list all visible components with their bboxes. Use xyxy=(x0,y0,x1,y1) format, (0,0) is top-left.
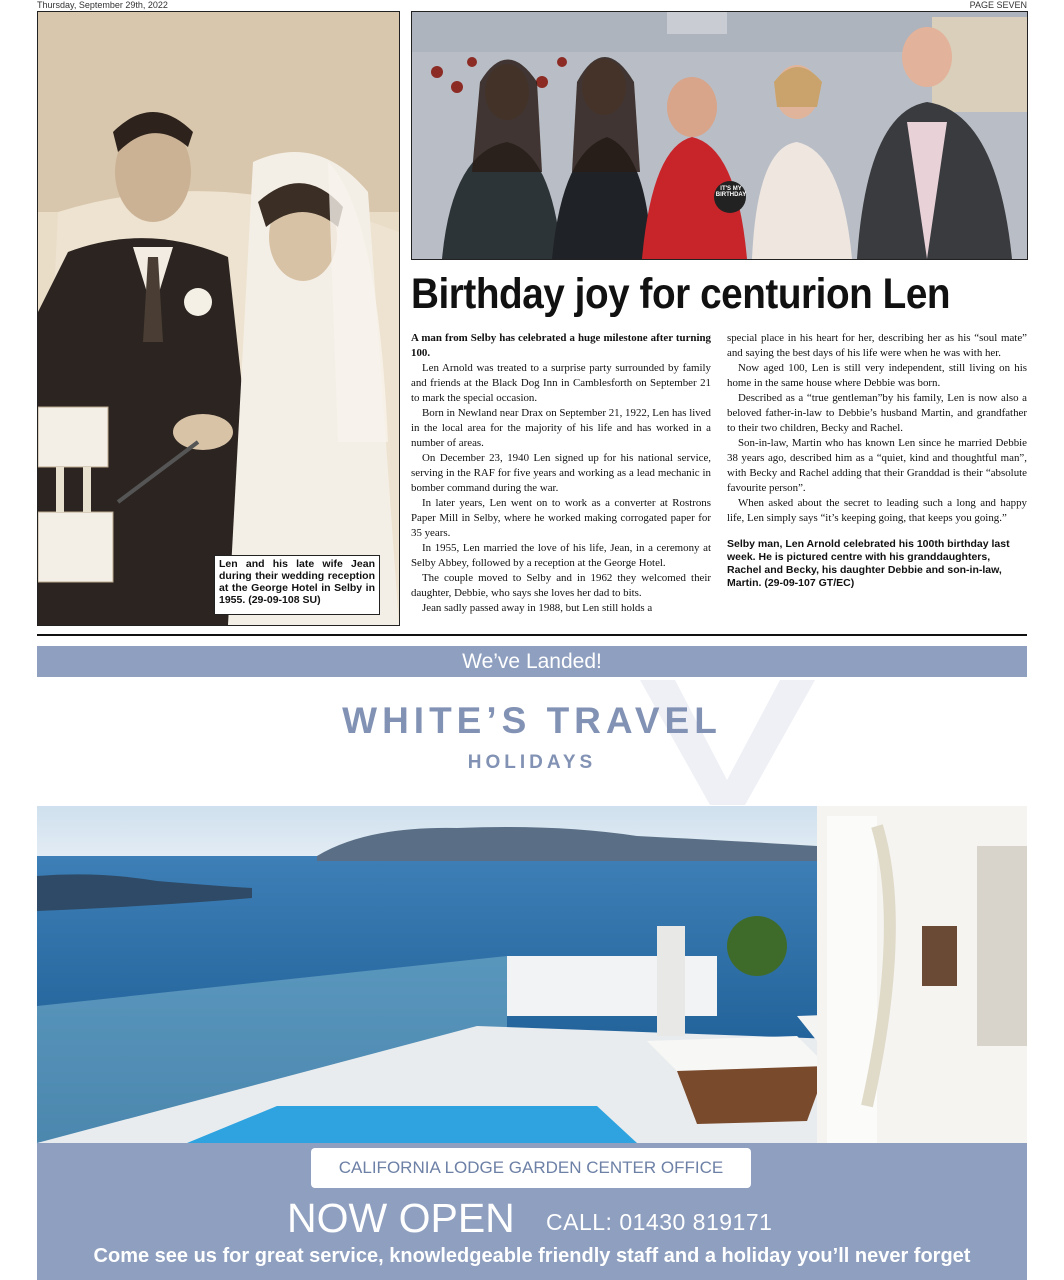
birthday-badge: IT'S MY BIRTHDAY xyxy=(715,186,747,198)
article-paragraph: Born in Newland near Drax on September 21, 1922, Len has lived in the local area for the majority of his life and has worked in a number of areas. xyxy=(411,407,711,449)
brand-logo-sub: HOLIDAYS xyxy=(467,752,597,773)
logo-watermark-icon xyxy=(620,680,870,805)
wedding-photo xyxy=(37,11,400,626)
phone-number[interactable]: CALL: 01430 819171 xyxy=(546,1209,773,1235)
ad-banner: We’ve Landed! xyxy=(37,646,1027,677)
article-paragraph: On December 23, 1940 Len signed up for his national service, serving in the RAF for five years and working as a lead mechanic in bomber command during the war. xyxy=(411,452,711,494)
office-label: CALIFORNIA LODGE GARDEN CENTER OFFICE xyxy=(311,1148,751,1188)
issue-date: Thursday, September 29th, 2022 xyxy=(37,0,168,10)
article-paragraph: Len Arnold was treated to a surprise party surrounded by family and friends at the Black Dog Inn in Camblesforth on September 21 to mark the special occasion. xyxy=(411,362,711,404)
article-column-2 xyxy=(727,331,1027,590)
article-paragraph: Now aged 100, Len is still very independent, still living on his home in the same house where Debbie was born. xyxy=(727,362,1027,389)
article-headline: Birthday joy for centurion Len xyxy=(411,270,951,318)
family-photo xyxy=(411,11,1028,260)
now-open-heading: NOW OPEN xyxy=(287,1195,515,1241)
section-divider xyxy=(37,634,1027,636)
article-paragraph: The couple moved to Selby and in 1962 they welcomed their daughter, Debbie, who says she loves her dad to bits. xyxy=(411,572,711,599)
holiday-photo xyxy=(37,806,1027,1143)
article-lead: A man from Selby has celebrated a huge milestone after turning 100. xyxy=(411,332,711,359)
article-paragraph: In 1955, Len married the love of his life, Jean, in a ceremony at Selby Abbey, followed by a reception at the George Hotel. xyxy=(411,542,711,569)
article-paragraph: special place in his heart for her, describing her as his “soul mate” and saying the best days of his life were when he was with her. xyxy=(727,332,1027,359)
article-paragraph: Jean sadly passed away in 1988, but Len still holds a xyxy=(422,602,653,614)
article-paragraph: Son-in-law, Martin who has known Len since he married Debbie 38 years ago, described him as a “quiet, kind and thoughtful man”, with Becky and Rachel adding that their Granddad is their “absolute favourite person”. xyxy=(727,437,1027,494)
article-column-1 xyxy=(411,331,711,616)
family-photo-caption: Selby man, Len Arnold celebrated his 100th birthday last week. He is pictured centre with his granddaughters, Rachel and Becky, his daughter Debbie and son-in-law, Martin. (29-09-107 GT/EC) xyxy=(727,538,1010,589)
article-paragraph: Described as a “true gentleman”by his family, Len is now also a beloved father-in-law to Debbie’s husband Martin, and grandfather to their two children, Becky and Rachel. xyxy=(727,392,1027,434)
article-paragraph: When asked about the secret to leading such a long and happy life, Len simply says “it’s keeping going, that keeps you going.” xyxy=(727,497,1027,524)
article-paragraph: In later years, Len went on to work as a converter at Rostrons Paper Mill in Selby, where he worked making corrogated paper for 35 years. xyxy=(411,497,711,539)
page-number: PAGE SEVEN xyxy=(969,0,1027,10)
wedding-photo-caption: Len and his late wife Jean during their wedding reception at the George Hotel in Selby in 1955. (29-09-108 SU) xyxy=(214,555,380,615)
ad-footer xyxy=(37,1143,1027,1280)
brand-logo: WHITE’S TRAVEL xyxy=(342,700,722,741)
ad-tagline: Come see us for great service, knowledgeable friendly staff and a holiday you’ll never forget xyxy=(93,1245,971,1267)
